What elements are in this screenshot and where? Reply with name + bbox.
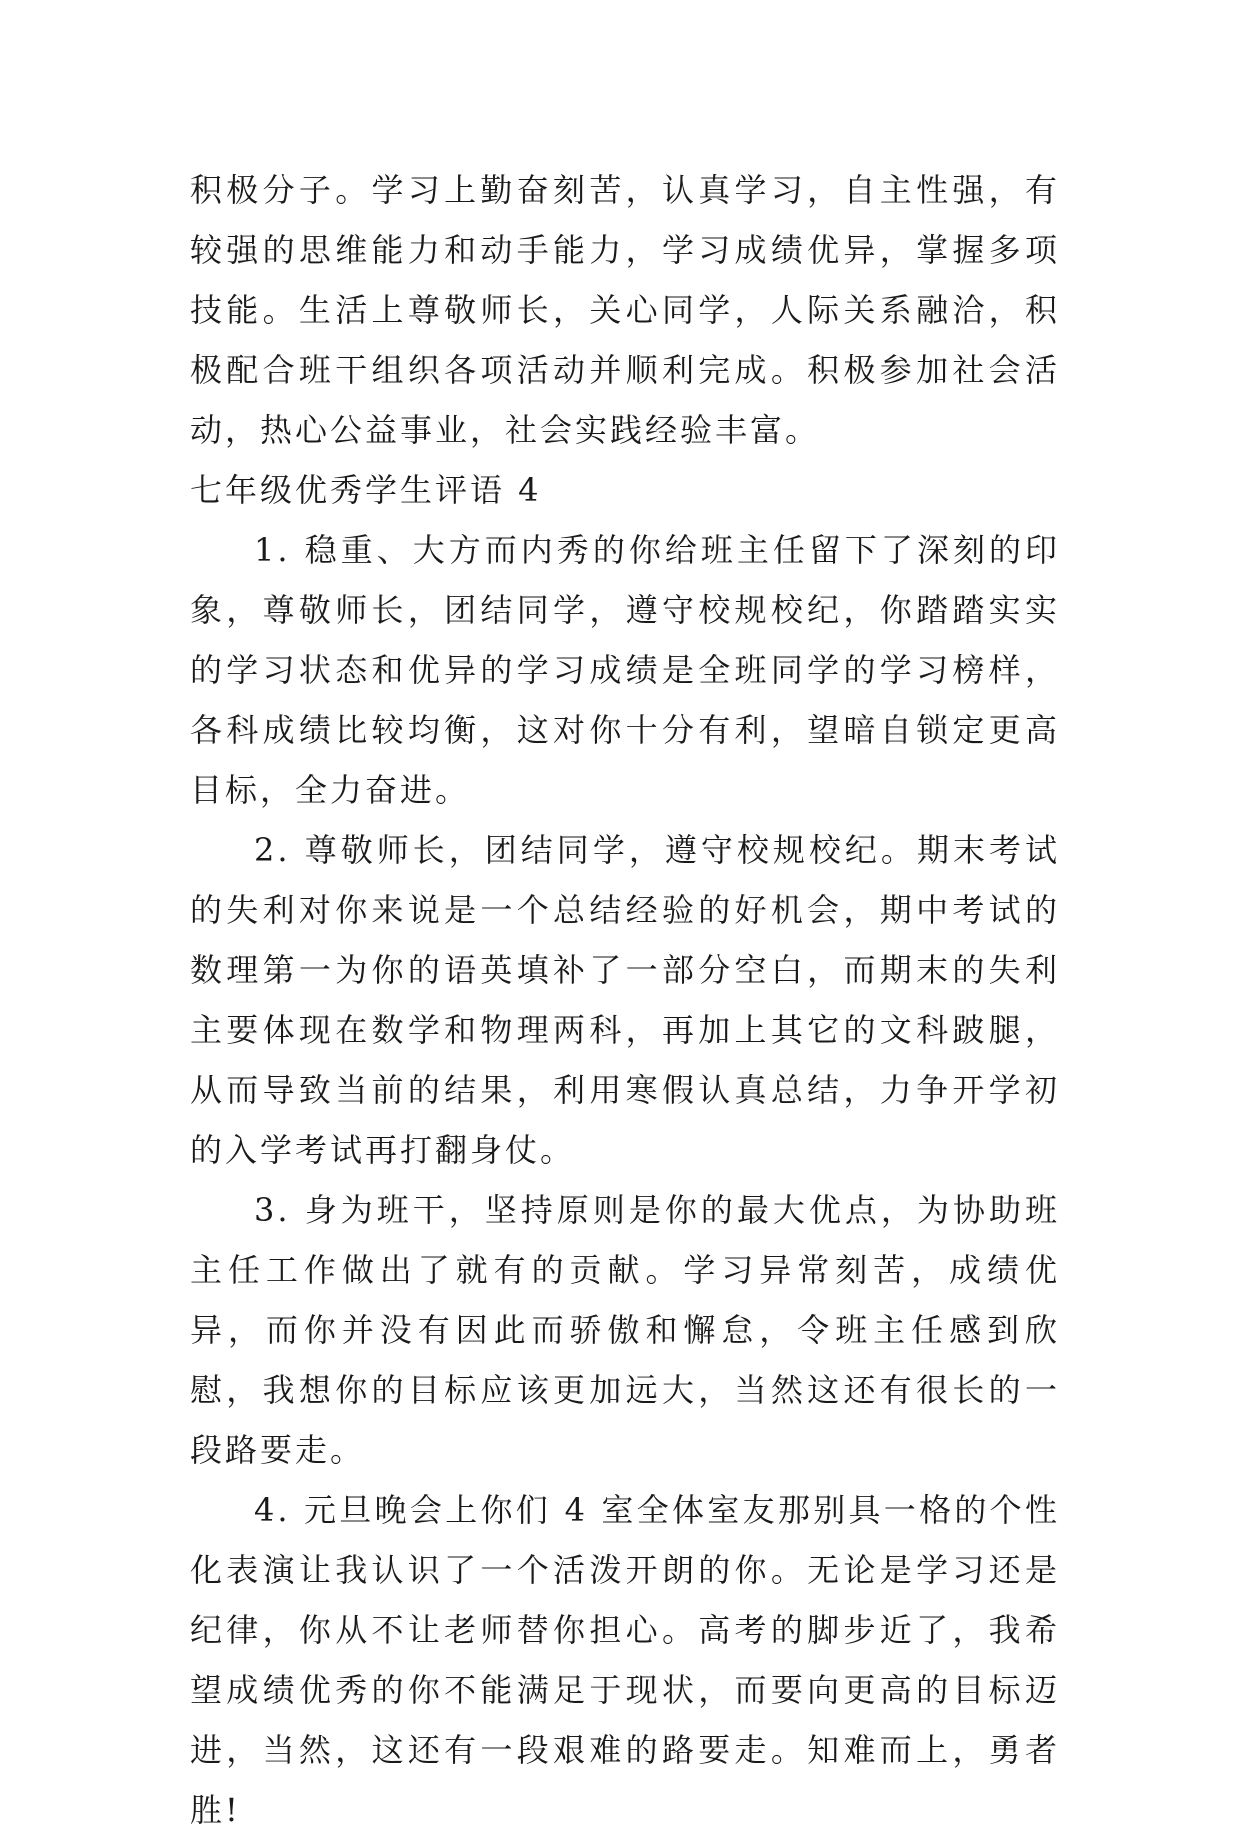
document-body [190,160,1060,1840]
comment-item-1: 1. 稳重、大方而内秀的你给班主任留下了深刻的印象，尊敬师长，团结同学，遵守校规校纪，你踏踏实实的学习状态和优异的学习成绩是全班同学的学习榜样，各科成绩比较均衡，这对你十分有利，望暗自锁定更高目标，全力奋进。 [190,531,1060,809]
comment-item-4: 4. 元旦晚会上你们 4 室全体室友那别具一格的个性化表演让我认识了一个活泼开朗的你。无论是学习还是纪律，你从不让老师替你担心。高考的脚步近了，我希望成绩优秀的你不能满足于现状，而要向更高的目标迈进，当然，这还有一段艰难的路要走。知难而上，勇者胜! [190,1491,1060,1829]
intro-paragraph: 积极分子。学习上勤奋刻苦，认真学习，自主性强，有较强的思维能力和动手能力，学习成绩优异，掌握多项技能。生活上尊敬师长，关心同学，人际关系融洽，积极配合班干组织各项活动并顺利完成。积极参加社会活动，热心公益事业，社会实践经验丰富。 [190,171,1060,449]
comment-item-3: 3. 身为班干，坚持原则是你的最大优点，为协助班主任工作做出了就有的贡献。学习异常刻苦，成绩优异，而你并没有因此而骄傲和懈怠，令班主任感到欣慰，我想你的目标应该更加远大，当然这还有很长的一段路要走。 [190,1191,1060,1469]
section-heading: 七年级优秀学生评语 4 [190,471,542,509]
comment-item-2: 2. 尊敬师长，团结同学，遵守校规校纪。期末考试的失利对你来说是一个总结经验的好机会，期中考试的数理第一为你的语英填补了一部分空白，而期末的失利主要体现在数学和物理两科，再加上其它的文科跛腿，从而导致当前的结果，利用寒假认真总结，力争开学初的入学考试再打翻身仗。 [190,831,1060,1169]
